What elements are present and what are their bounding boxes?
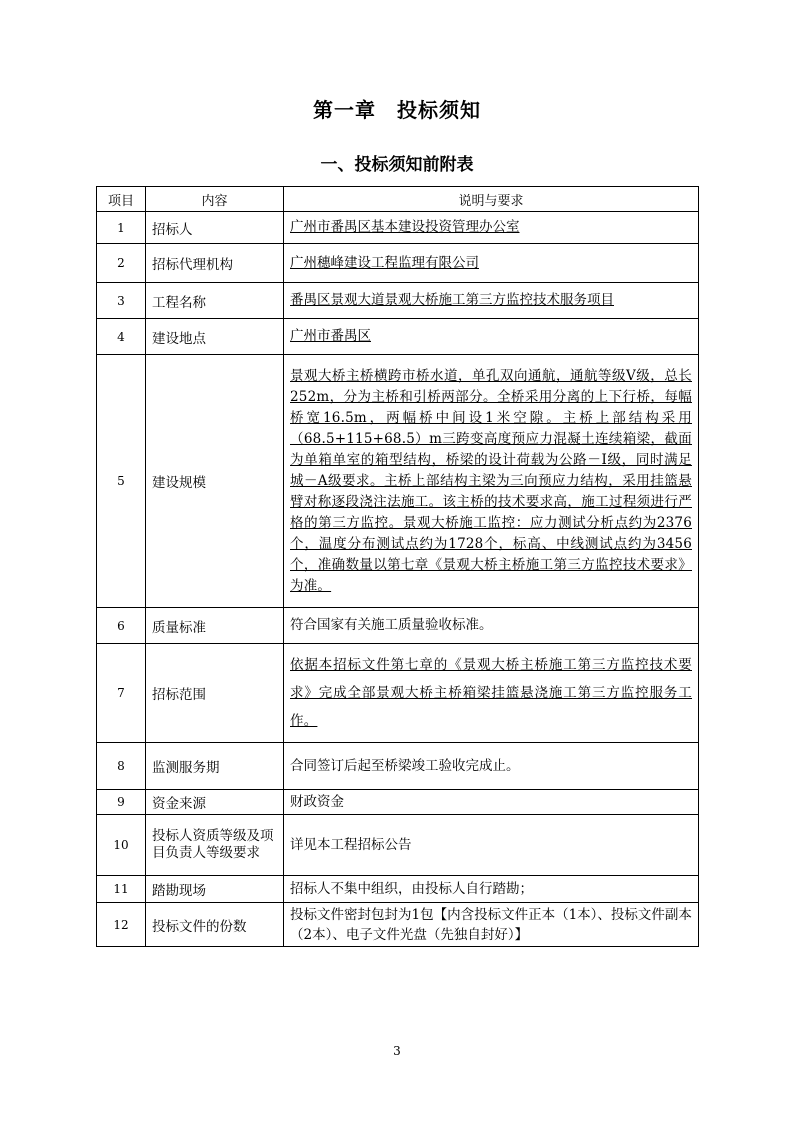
row-number: 12 [97,903,146,947]
row-number: 8 [97,743,146,790]
row-item: 工程名称 [146,283,284,319]
table-row [97,319,699,355]
row-number: 3 [97,283,146,319]
row-number: 9 [97,790,146,815]
row-item: 招标人 [146,212,284,244]
table-row [97,644,699,743]
table-row [97,743,699,790]
page-number: 3 [393,1044,401,1058]
row-description: 依据本招标文件第七章的《景观大桥主桥施工第三方监控技术要求》完成全部景观大桥主桥箱梁挂篮悬浇施工第三方监控服务工作。 [284,644,699,743]
row-item: 资金来源 [146,790,284,815]
table-row [97,790,699,815]
tender-notice-table [96,186,699,947]
row-description: 招标人不集中组织，由投标人自行踏勘； [284,876,699,903]
row-item: 踏勘现场 [146,876,284,903]
row-description: 符合国家有关施工质量验收标准。 [284,608,699,644]
header-description: 说明与要求 [284,187,699,212]
table-row [97,876,699,903]
table-row [97,283,699,319]
row-number: 6 [97,608,146,644]
row-item: 招标代理机构 [146,244,284,283]
header-content: 内容 [146,187,284,212]
row-description: 广州市番禺区 [284,319,699,355]
section-title: 一、投标须知前附表 [320,155,474,175]
row-number: 7 [97,644,146,743]
row-item: 监测服务期 [146,743,284,790]
row-description: 财政资金 [284,790,699,815]
row-number: 2 [97,244,146,283]
row-description: 广州穗峰建设工程监理有限公司 [284,244,699,283]
table-header-row [97,187,699,212]
row-description: 合同签订后起至桥梁竣工验收完成止。 [284,743,699,790]
table-row [97,244,699,283]
row-description: 详见本工程招标公告 [284,815,699,876]
row-number: 1 [97,212,146,244]
table-row [97,815,699,876]
row-item: 质量标准 [146,608,284,644]
table-row [97,355,699,608]
row-item: 建设地点 [146,319,284,355]
row-item: 投标人资质等级及项目负责人等级要求 [146,815,284,876]
chapter-title: 第一章 投标须知 [313,98,481,122]
row-number: 4 [97,319,146,355]
table-row [97,212,699,244]
row-item: 投标文件的份数 [146,903,284,947]
row-item: 招标范围 [146,644,284,743]
row-description: 番禺区景观大道景观大桥施工第三方监控技术服务项目 [284,283,699,319]
row-description: 广州市番禺区基本建设投资管理办公室 [284,212,699,244]
header-item-no: 项目 [97,187,146,212]
table-row [97,903,699,947]
row-item: 建设规模 [146,355,284,608]
row-description: 投标文件密封包封为1包【内含投标文件正本（1本）、投标文件副本（2本）、电子文件光盘（先独自封好）】 [284,903,699,947]
row-number: 10 [97,815,146,876]
row-number: 5 [97,355,146,608]
row-number: 11 [97,876,146,903]
table-row [97,608,699,644]
row-description: 景观大桥主桥横跨市桥水道，单孔双向通航，通航等级Ⅴ级，总长252m，分为主桥和引桥两部分。全桥采用分离的上下行桥，每幅桥宽16.5m，两幅桥中间设1米空隙。主桥上部结构采用（68.5+115+68.5）m三跨变高度预应力混凝土连续箱梁，截面为单箱单室的箱型结构，桥梁的设计荷载为公路－Ⅰ级，同时满足城－A级要求。主桥上部结构主梁为三向预应力结构，采用挂篮悬臂对称逐段浇注法施工。该主桥的技术要求高，施工过程须进行严格的第三方监控。景观大桥施工监控：应力测试分析点约为2376个，温度分布测试点约为1728个，标高、中线测试点约为3456个，准确数量以第七章《景观大桥主桥施工第三方监控技术要求》为准。 [284,355,699,608]
